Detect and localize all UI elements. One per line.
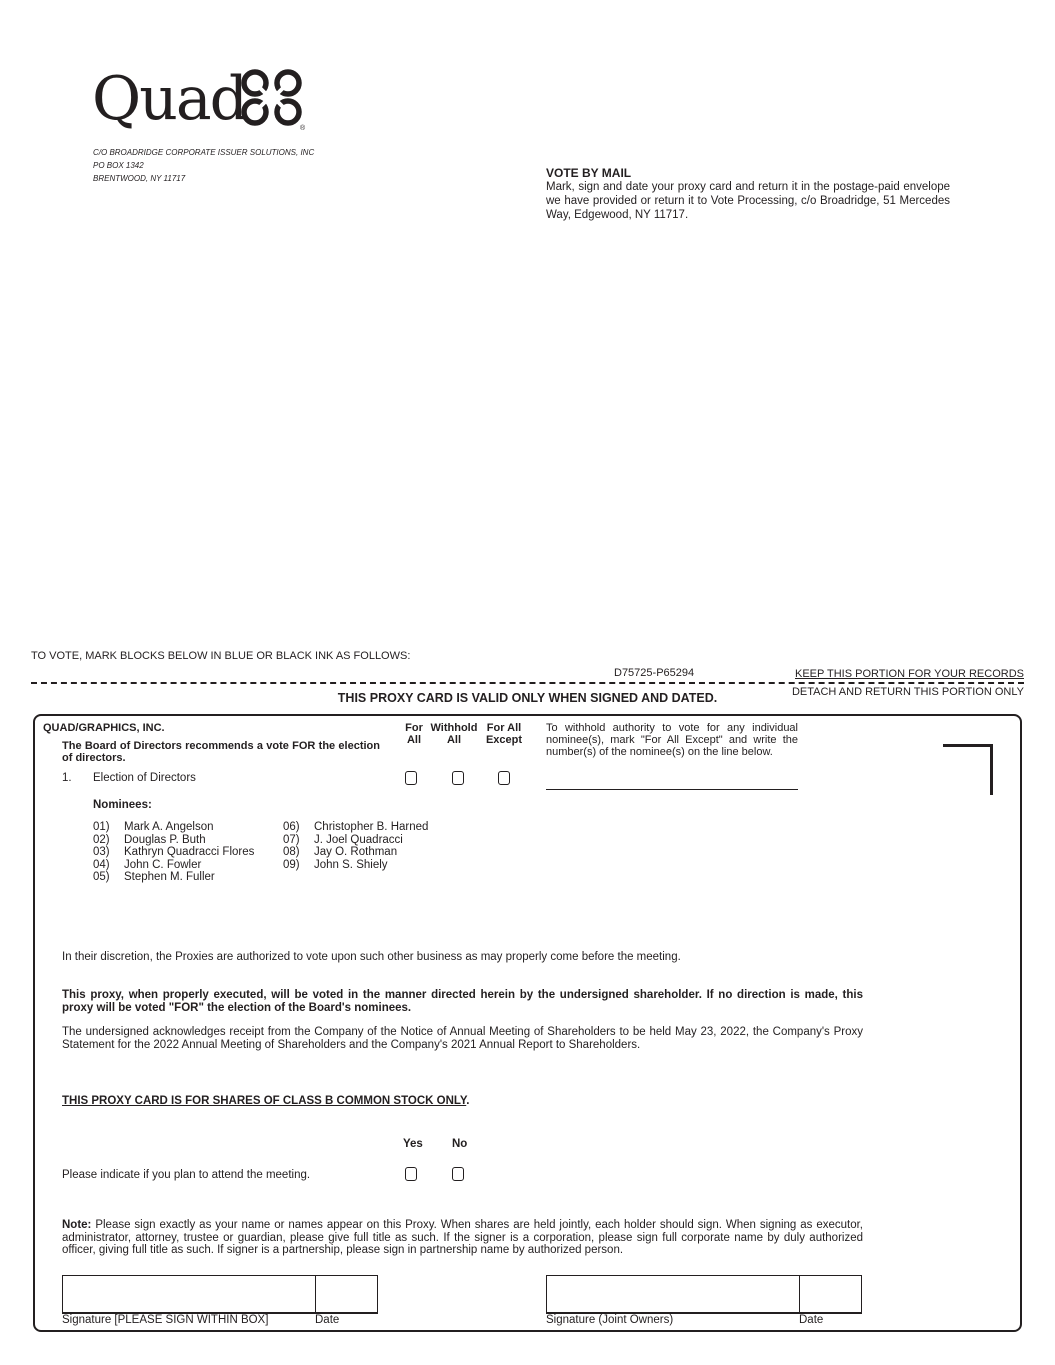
board-recommendation: The Board of Directors recommends a vote FOR the election of directors. [62, 740, 380, 764]
registration-corner-mark [943, 744, 993, 795]
nominee-number: 02) [93, 833, 110, 846]
address-line: C/O BROADRIDGE CORPORATE ISSUER SOLUTIONS, INC [93, 148, 315, 157]
nominee-name: J. Joel Quadracci [314, 833, 403, 846]
for-all-except-checkbox[interactable] [498, 771, 510, 785]
acknowledgement-text: The undersigned acknowledges receipt from the Company of the Notice of Annual Meeting of Shareholders to be held May 23, 2022, the Company's Proxy Statement for the 2022 Annual Meeting of Shareholders and the Company's 2021 Annual Report to Shareholders. [62, 1026, 863, 1051]
list-item [93, 821, 254, 834]
item-election-label: Election of Directors [93, 772, 196, 784]
vote-by-mail-section [546, 166, 950, 222]
date-box[interactable] [315, 1275, 378, 1314]
signing-note [62, 1219, 863, 1257]
nominee-exception-line[interactable] [546, 789, 798, 790]
nominee-name: Christopher B. Harned [314, 821, 429, 833]
list-item [283, 859, 428, 872]
column-label: For All [486, 722, 522, 734]
list-item [93, 846, 254, 859]
list-item [283, 821, 428, 834]
nominee-name: Mark A. Angelson [124, 821, 214, 833]
nominee-number: 09) [283, 858, 300, 871]
nominee-name: Kathryn Quadracci Flores [124, 846, 255, 859]
column-label: All [446, 734, 462, 746]
item-number: 1. [62, 772, 72, 784]
note-label: Note: [62, 1219, 92, 1231]
executed-notice: This proxy, when properly executed, will be voted in the manner directed herein by the undersigned shareholder. If no direction is made, this proxy will be voted "FOR" the election of the Board's nominees. [62, 989, 863, 1014]
signature-box[interactable] [62, 1275, 316, 1314]
column-for-all [402, 722, 426, 746]
nominee-name: Stephen M. Fuller [124, 871, 215, 884]
withhold-all-checkbox[interactable] [452, 771, 464, 785]
quad-logo-mark-icon [238, 68, 308, 132]
nominee-name: John S. Shiely [314, 858, 388, 871]
vote-by-mail-text: Mark, sign and date your proxy card and return it in the postage-paid envelope we have provided or return it to Vote Processing, c/o Broadridge, 51 Mercedes Way, Edgewood, NY 11717. [546, 181, 950, 221]
yes-label: Yes [403, 1138, 423, 1150]
nominees-list-left [93, 821, 254, 884]
nominee-number: 03) [93, 846, 110, 859]
nominee-number: 08) [283, 846, 300, 859]
address-line: PO BOX 1342 [93, 161, 144, 170]
nominee-number: 07) [283, 833, 300, 846]
list-item [283, 846, 428, 859]
nominees-label: Nominees: [93, 799, 152, 811]
class-b-notice-text: THIS PROXY CARD IS FOR SHARES OF CLASS B COMMON STOCK ONLY [62, 1095, 467, 1107]
column-label: Except [485, 734, 523, 746]
column-label: For [405, 722, 423, 734]
column-for-all-except [482, 722, 526, 746]
list-item [283, 834, 428, 847]
attend-no-checkbox[interactable] [452, 1167, 464, 1181]
joint-date-label: Date [799, 1314, 824, 1326]
logo-wordmark: Quad [92, 64, 247, 134]
signature-label: Signature [PLEASE SIGN WITHIN BOX] [62, 1314, 269, 1326]
column-label: All [406, 734, 422, 746]
svg-text:®: ® [300, 125, 306, 132]
attend-question: Please indicate if you plan to attend the meeting. [62, 1169, 311, 1181]
keep-portion-label: KEEP THIS PORTION FOR YOUR RECORDS [794, 668, 1024, 680]
nominee-number: 04) [93, 858, 110, 871]
list-item [93, 871, 254, 884]
nominee-number: 01) [93, 821, 110, 833]
list-item [93, 834, 254, 847]
note-text: Please sign exactly as your name or names appear on this Proxy. When shares are held jointly, each holder should sign. When signing as executor, administrator, attorney, trustee or guardian, please give full title as such. If the signer is a corporation, please sign full corporate name by duly authorized officer, giving full title as such. If signer is a partnership, please sign in partnership name by authorized person. [62, 1219, 863, 1256]
nominee-name: John C. Fowler [124, 858, 202, 871]
discretion-text: In their discretion, the Proxies are authorized to vote upon such other business as may properly come before the meeting. [62, 951, 681, 963]
column-withhold-all [427, 722, 481, 746]
return-address [93, 146, 314, 185]
for-all-checkbox[interactable] [405, 771, 417, 785]
nominee-name: Jay O. Rothman [314, 846, 398, 859]
class-b-notice: THIS PROXY CARD IS FOR SHARES OF CLASS B COMMON STOCK ONLY. [62, 1095, 470, 1107]
withhold-instructions: To withhold authority to vote for any individual nominee(s), mark "For All Except" and write the number(s) of the nominee(s) on the line below. [546, 722, 798, 758]
company-name: QUAD/GRAPHICS, INC. [43, 722, 165, 734]
control-number: D75725-P65294 [614, 667, 695, 679]
nominees-list-right [283, 821, 428, 871]
column-label: Withhold [430, 722, 478, 734]
nominee-number: 06) [283, 821, 300, 833]
joint-signature-label: Signature (Joint Owners) [546, 1314, 674, 1326]
detach-portion-label: DETACH AND RETURN THIS PORTION ONLY [791, 686, 1024, 698]
no-label: No [452, 1138, 468, 1150]
date-label: Date [315, 1314, 340, 1326]
joint-signature-box[interactable] [546, 1275, 800, 1314]
list-item [93, 859, 254, 872]
joint-date-box[interactable] [799, 1275, 862, 1314]
valid-notice: THIS PROXY CARD IS VALID ONLY WHEN SIGNED AND DATED. [337, 691, 718, 705]
nominee-number: 05) [93, 871, 110, 884]
nominee-name: Douglas P. Buth [124, 833, 206, 846]
quad-logo [92, 64, 307, 144]
mark-instructions: TO VOTE, MARK BLOCKS BELOW IN BLUE OR BLACK INK AS FOLLOWS: [31, 650, 411, 662]
address-line: BRENTWOOD, NY 11717 [93, 174, 186, 183]
detach-line [31, 682, 1024, 684]
attend-yes-checkbox[interactable] [405, 1167, 417, 1181]
vote-by-mail-title: VOTE BY MAIL [546, 166, 632, 180]
